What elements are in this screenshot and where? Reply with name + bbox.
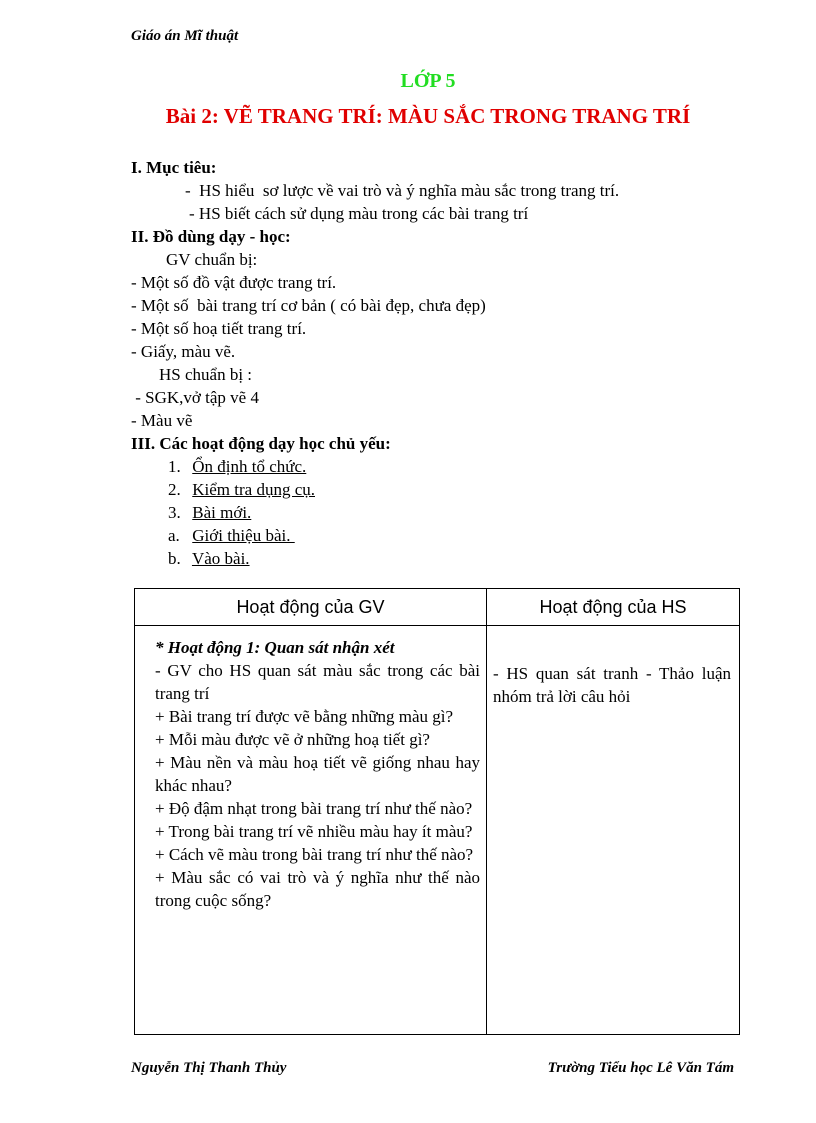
document-header: Giáo án Mĩ thuật [131, 28, 239, 44]
objectives-heading: I. Mục tiêu: [131, 158, 217, 177]
materials-heading: II. Đồ dùng dạy - học: [131, 227, 291, 246]
grade-title: LỚP 5 [400, 70, 456, 92]
footer-author: Nguyễn Thị Thanh Thủy [131, 1060, 287, 1076]
gv-activity-cell [135, 626, 487, 1035]
step-number: a. [168, 526, 180, 545]
teacher-item: - Một số bài trang trí cơ bản ( có bài đẹp, chưa đẹp) [131, 296, 486, 315]
teacher-prep-label: GV chuẩn bị: [166, 250, 258, 269]
activities-table [134, 588, 740, 1035]
step-item [168, 524, 751, 547]
student-item: - SGK,vở tập vẽ 4 [131, 388, 259, 407]
lesson-title: Bài 2: VẼ TRANG TRÍ: MÀU SẮC TRONG TRANG TRÍ [165, 104, 691, 128]
table-row [135, 626, 740, 1035]
column-header-hs: Hoạt động của HS [487, 589, 740, 626]
gv-line: + Bài trang trí được vẽ bằng những màu gì? [155, 707, 454, 726]
step-text: Kiểm tra dụng cụ. [192, 480, 315, 499]
column-header-gv: Hoạt động của GV [135, 589, 487, 626]
student-prep-label: HS chuẩn bị : [159, 365, 253, 384]
step-number: 1. [168, 457, 181, 476]
footer-school: Trường Tiểu học Lê Văn Tám [547, 1060, 734, 1076]
student-item: - Màu vẽ [131, 411, 193, 430]
hs-activity-cell [487, 626, 740, 1035]
step-item [168, 501, 751, 524]
steps-list [131, 455, 751, 570]
step-text: Giới thiệu bài. [192, 526, 295, 545]
step-number: 2. [168, 480, 181, 499]
gv-line: + Độ đậm nhạt trong bài trang trí như thế nào? [155, 799, 473, 818]
step-text: Bài mới. [192, 503, 252, 522]
step-item [168, 478, 751, 501]
table-header-row [135, 589, 740, 626]
gv-line: + Màu sắc có vai trò và ý nghĩa như thế nào trong cuộc sống? [155, 868, 480, 910]
gv-line: - GV cho HS quan sát màu sắc trong các bài trang trí [155, 661, 480, 703]
gv-line: + Mỗi màu được vẽ ở những hoạ tiết gì? [155, 730, 430, 749]
step-item [168, 547, 751, 570]
objective-item: - HS hiểu sơ lược về vai trò và ý nghĩa màu sắc trong trang trí. [185, 181, 620, 200]
lesson-body [131, 156, 751, 570]
gv-line: + Trong bài trang trí vẽ nhiều màu hay ít màu? [155, 822, 473, 841]
step-text: Ổn định tổ chức. [192, 457, 307, 476]
objective-item: - HS biết cách sử dụng màu trong các bài trang trí [189, 204, 529, 223]
step-item [168, 455, 751, 478]
activities-heading: III. Các hoạt động dạy học chủ yếu: [131, 434, 391, 453]
teacher-item: - Một số hoạ tiết trang trí. [131, 319, 307, 338]
hs-text: - HS quan sát tranh - Thảo luận nhóm trả lời câu hỏi [493, 664, 731, 706]
teacher-item: - Một số đồ vật được trang trí. [131, 273, 337, 292]
step-text: Vào bài. [191, 549, 250, 568]
step-number: b. [168, 549, 181, 568]
gv-line: + Màu nền và màu hoạ tiết vẽ giống nhau hay khác nhau? [155, 753, 480, 795]
step-number: 3. [168, 503, 181, 522]
gv-line: + Cách vẽ màu trong bài trang trí như thế nào? [155, 845, 474, 864]
teacher-item: - Giấy, màu vẽ. [131, 342, 236, 361]
activity-title: * Hoạt động 1: Quan sát nhận xét [155, 638, 395, 657]
